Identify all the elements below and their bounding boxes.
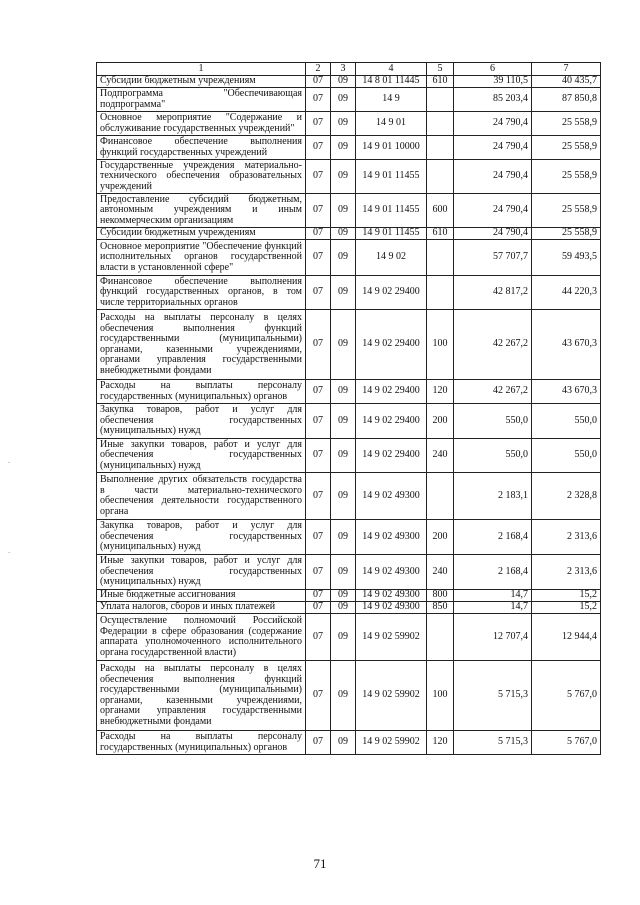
target-article-cell: 14 9 01 11455 (356, 228, 427, 240)
subsection-code-cell: 09 (331, 76, 356, 88)
row-name-cell: Расходы на выплаты персоналу в целях обеспечения выполнения функций государственными (муниципальными) органами, казенными учреждениями, органами управления государственными внебюджетными фондами (97, 661, 306, 731)
subsection-code-cell: 09 (331, 602, 356, 614)
expense-type-cell: 100 (427, 310, 454, 380)
header-cell: 6 (454, 63, 532, 76)
target-article-cell: 14 9 (356, 88, 427, 112)
amount-year1-cell: 24 790,4 (454, 160, 532, 194)
target-article-cell: 14 9 02 29400 (356, 404, 427, 439)
amount-year2-cell: 25 558,9 (532, 160, 601, 194)
expense-type-cell (427, 276, 454, 310)
section-code-cell: 07 (306, 590, 331, 602)
table-row (97, 614, 601, 661)
subsection-code-cell: 09 (331, 731, 356, 755)
row-name-cell: Основное мероприятие "Содержание и обслуживание государственных учреждений" (97, 112, 306, 136)
row-name-cell: Предоставление субсидий бюджетным, автономным учреждениям и иным некоммерческим организациям (97, 194, 306, 228)
subsection-code-cell: 09 (331, 439, 356, 473)
row-name-cell: Иные бюджетные ассигнования (97, 590, 306, 602)
amount-year1-cell: 42 817,2 (454, 276, 532, 310)
amount-year2-cell: 44 220,3 (532, 276, 601, 310)
amount-year2-cell: 5 767,0 (532, 661, 601, 731)
scan-mark: . (8, 545, 11, 555)
target-article-cell: 14 9 02 59902 (356, 614, 427, 661)
expense-type-cell: 100 (427, 661, 454, 731)
target-article-cell: 14 9 01 11455 (356, 160, 427, 194)
amount-year1-cell: 14,7 (454, 590, 532, 602)
target-article-cell: 14 9 02 49300 (356, 520, 427, 555)
expense-type-cell (427, 136, 454, 160)
row-name-cell: Субсидии бюджетным учреждениям (97, 228, 306, 240)
section-code-cell: 07 (306, 112, 331, 136)
table-row (97, 439, 601, 473)
section-code-cell: 07 (306, 614, 331, 661)
section-code-cell: 07 (306, 473, 331, 520)
target-article-cell: 14 9 02 49300 (356, 555, 427, 590)
amount-year2-cell: 2 313,6 (532, 555, 601, 590)
section-code-cell: 07 (306, 76, 331, 88)
header-cell: 3 (331, 63, 356, 76)
amount-year1-cell: 24 790,4 (454, 194, 532, 228)
amount-year2-cell: 12 944,4 (532, 614, 601, 661)
expense-type-cell (427, 160, 454, 194)
section-code-cell: 07 (306, 88, 331, 112)
target-article-cell: 14 9 01 11455 (356, 194, 427, 228)
section-code-cell: 07 (306, 136, 331, 160)
expense-type-cell: 240 (427, 555, 454, 590)
amount-year1-cell: 5 715,3 (454, 731, 532, 755)
table-row (97, 194, 601, 228)
target-article-cell: 14 9 01 10000 (356, 136, 427, 160)
table-row (97, 520, 601, 555)
expense-type-cell (427, 88, 454, 112)
section-code-cell: 07 (306, 555, 331, 590)
amount-year2-cell: 2 328,8 (532, 473, 601, 520)
expense-type-cell (427, 240, 454, 276)
section-code-cell: 07 (306, 310, 331, 380)
target-article-cell: 14 9 02 29400 (356, 310, 427, 380)
section-code-cell: 07 (306, 160, 331, 194)
amount-year1-cell: 39 110,5 (454, 76, 532, 88)
table-row (97, 310, 601, 380)
amount-year2-cell: 25 558,9 (532, 136, 601, 160)
section-code-cell: 07 (306, 439, 331, 473)
amount-year1-cell: 24 790,4 (454, 136, 532, 160)
subsection-code-cell: 09 (331, 380, 356, 404)
amount-year2-cell: 15,2 (532, 590, 601, 602)
amount-year1-cell: 85 203,4 (454, 88, 532, 112)
header-cell: 1 (97, 63, 306, 76)
target-article-cell: 14 9 02 29400 (356, 380, 427, 404)
amount-year2-cell: 25 558,9 (532, 112, 601, 136)
section-code-cell: 07 (306, 404, 331, 439)
scan-mark: . (8, 455, 11, 465)
target-article-cell: 14 9 02 29400 (356, 439, 427, 473)
header-cell: 4 (356, 63, 427, 76)
header-cell: 2 (306, 63, 331, 76)
target-article-cell: 14 9 02 49300 (356, 590, 427, 602)
row-name-cell: Закупка товаров, работ и услуг для обеспечения государственных (муниципальных) нужд (97, 404, 306, 439)
expense-type-cell: 120 (427, 380, 454, 404)
table-row (97, 228, 601, 240)
row-name-cell: Закупка товаров, работ и услуг для обеспечения государственных (муниципальных) нужд (97, 520, 306, 555)
subsection-code-cell: 09 (331, 555, 356, 590)
expense-type-cell: 120 (427, 731, 454, 755)
table-row (97, 136, 601, 160)
row-name-cell: Расходы на выплаты персоналу государственных (муниципальных) органов (97, 380, 306, 404)
table-row (97, 88, 601, 112)
amount-year2-cell: 87 850,8 (532, 88, 601, 112)
section-code-cell: 07 (306, 380, 331, 404)
amount-year2-cell: 25 558,9 (532, 194, 601, 228)
amount-year1-cell: 550,0 (454, 404, 532, 439)
table-row (97, 661, 601, 731)
target-article-cell: 14 9 01 (356, 112, 427, 136)
amount-year1-cell: 2 168,4 (454, 520, 532, 555)
subsection-code-cell: 09 (331, 614, 356, 661)
subsection-code-cell: 09 (331, 194, 356, 228)
subsection-code-cell: 09 (331, 473, 356, 520)
expense-type-cell: 200 (427, 404, 454, 439)
section-code-cell: 07 (306, 228, 331, 240)
table-body (97, 76, 601, 755)
amount-year1-cell: 2 183,1 (454, 473, 532, 520)
row-name-cell: Государственные учреждения материально-технического обеспечения образовательных учреждений (97, 160, 306, 194)
subsection-code-cell: 09 (331, 404, 356, 439)
amount-year2-cell: 15,2 (532, 602, 601, 614)
row-name-cell: Иные закупки товаров, работ и услуг для обеспечения государственных (муниципальных) нужд (97, 555, 306, 590)
page-number: 71 (313, 856, 327, 871)
section-code-cell: 07 (306, 240, 331, 276)
amount-year2-cell: 5 767,0 (532, 731, 601, 755)
amount-year2-cell: 550,0 (532, 404, 601, 439)
table-row (97, 473, 601, 520)
subsection-code-cell: 09 (331, 590, 356, 602)
expense-type-cell: 600 (427, 194, 454, 228)
budget-table (96, 62, 601, 755)
amount-year1-cell: 12 707,4 (454, 614, 532, 661)
expense-type-cell: 240 (427, 439, 454, 473)
subsection-code-cell: 09 (331, 160, 356, 194)
section-code-cell: 07 (306, 731, 331, 755)
target-article-cell: 14 9 02 (356, 240, 427, 276)
section-code-cell: 07 (306, 661, 331, 731)
amount-year1-cell: 24 790,4 (454, 112, 532, 136)
subsection-code-cell: 09 (331, 136, 356, 160)
amount-year2-cell: 59 493,5 (532, 240, 601, 276)
row-name-cell: Иные закупки товаров, работ и услуг для обеспечения государственных (муниципальных) нужд (97, 439, 306, 473)
expense-type-cell: 850 (427, 602, 454, 614)
section-code-cell: 07 (306, 520, 331, 555)
row-name-cell: Основное мероприятие "Обеспечение функций исполнительных органов государственной власти в установленной сфере" (97, 240, 306, 276)
table-row (97, 555, 601, 590)
table-row (97, 276, 601, 310)
row-name-cell: Финансовое обеспечение выполнения функций государственных учреждений (97, 136, 306, 160)
amount-year1-cell: 42 267,2 (454, 380, 532, 404)
subsection-code-cell: 09 (331, 88, 356, 112)
amount-year2-cell: 43 670,3 (532, 380, 601, 404)
expense-type-cell (427, 614, 454, 661)
expense-type-cell: 610 (427, 76, 454, 88)
table-row (97, 160, 601, 194)
amount-year1-cell: 14,7 (454, 602, 532, 614)
table-row (97, 404, 601, 439)
table-row (97, 380, 601, 404)
subsection-code-cell: 09 (331, 240, 356, 276)
target-article-cell: 14 9 02 49300 (356, 602, 427, 614)
table-row (97, 731, 601, 755)
expense-type-cell: 800 (427, 590, 454, 602)
subsection-code-cell: 09 (331, 661, 356, 731)
section-code-cell: 07 (306, 194, 331, 228)
amount-year1-cell: 42 267,2 (454, 310, 532, 380)
table-row (97, 602, 601, 614)
table-row (97, 240, 601, 276)
row-name-cell: Подпрограмма "Обеспечивающая подпрограмма" (97, 88, 306, 112)
row-name-cell: Расходы на выплаты персоналу в целях обеспечения выполнения функций государственными (муниципальными) органами, казенными учреждениями, органами управления государственными внебюджетными фондами (97, 310, 306, 380)
subsection-code-cell: 09 (331, 112, 356, 136)
target-article-cell: 14 9 02 29400 (356, 276, 427, 310)
table-row (97, 590, 601, 602)
amount-year2-cell: 550,0 (532, 439, 601, 473)
amount-year1-cell: 2 168,4 (454, 555, 532, 590)
amount-year2-cell: 25 558,9 (532, 228, 601, 240)
amount-year1-cell: 57 707,7 (454, 240, 532, 276)
table-header-row (97, 63, 601, 76)
amount-year2-cell: 2 313,6 (532, 520, 601, 555)
expense-type-cell: 200 (427, 520, 454, 555)
row-name-cell: Осуществление полномочий Российской Федерации в сфере образования (содержание аппарата уполномоченного исполнительного органа государственной власти) (97, 614, 306, 661)
subsection-code-cell: 09 (331, 276, 356, 310)
target-article-cell: 14 9 02 49300 (356, 473, 427, 520)
target-article-cell: 14 8 01 11445 (356, 76, 427, 88)
expense-type-cell (427, 473, 454, 520)
header-cell: 5 (427, 63, 454, 76)
expense-type-cell (427, 112, 454, 136)
header-cell: 7 (532, 63, 601, 76)
row-name-cell: Уплата налогов, сборов и иных платежей (97, 602, 306, 614)
subsection-code-cell: 09 (331, 520, 356, 555)
row-name-cell: Расходы на выплаты персоналу государственных (муниципальных) органов (97, 731, 306, 755)
target-article-cell: 14 9 02 59902 (356, 731, 427, 755)
target-article-cell: 14 9 02 59902 (356, 661, 427, 731)
row-name-cell: Выполнение других обязательств государства в части материально-технического обеспечения деятельности государственного органа (97, 473, 306, 520)
amount-year1-cell: 24 790,4 (454, 228, 532, 240)
section-code-cell: 07 (306, 276, 331, 310)
expense-type-cell: 610 (427, 228, 454, 240)
amount-year2-cell: 43 670,3 (532, 310, 601, 380)
amount-year1-cell: 5 715,3 (454, 661, 532, 731)
section-code-cell: 07 (306, 602, 331, 614)
table-row (97, 112, 601, 136)
row-name-cell: Субсидии бюджетным учреждениям (97, 76, 306, 88)
subsection-code-cell: 09 (331, 310, 356, 380)
row-name-cell: Финансовое обеспечение выполнения функций государственных органов, в том числе территориальных органов (97, 276, 306, 310)
table-row (97, 76, 601, 88)
amount-year1-cell: 550,0 (454, 439, 532, 473)
amount-year2-cell: 40 435,7 (532, 76, 601, 88)
subsection-code-cell: 09 (331, 228, 356, 240)
